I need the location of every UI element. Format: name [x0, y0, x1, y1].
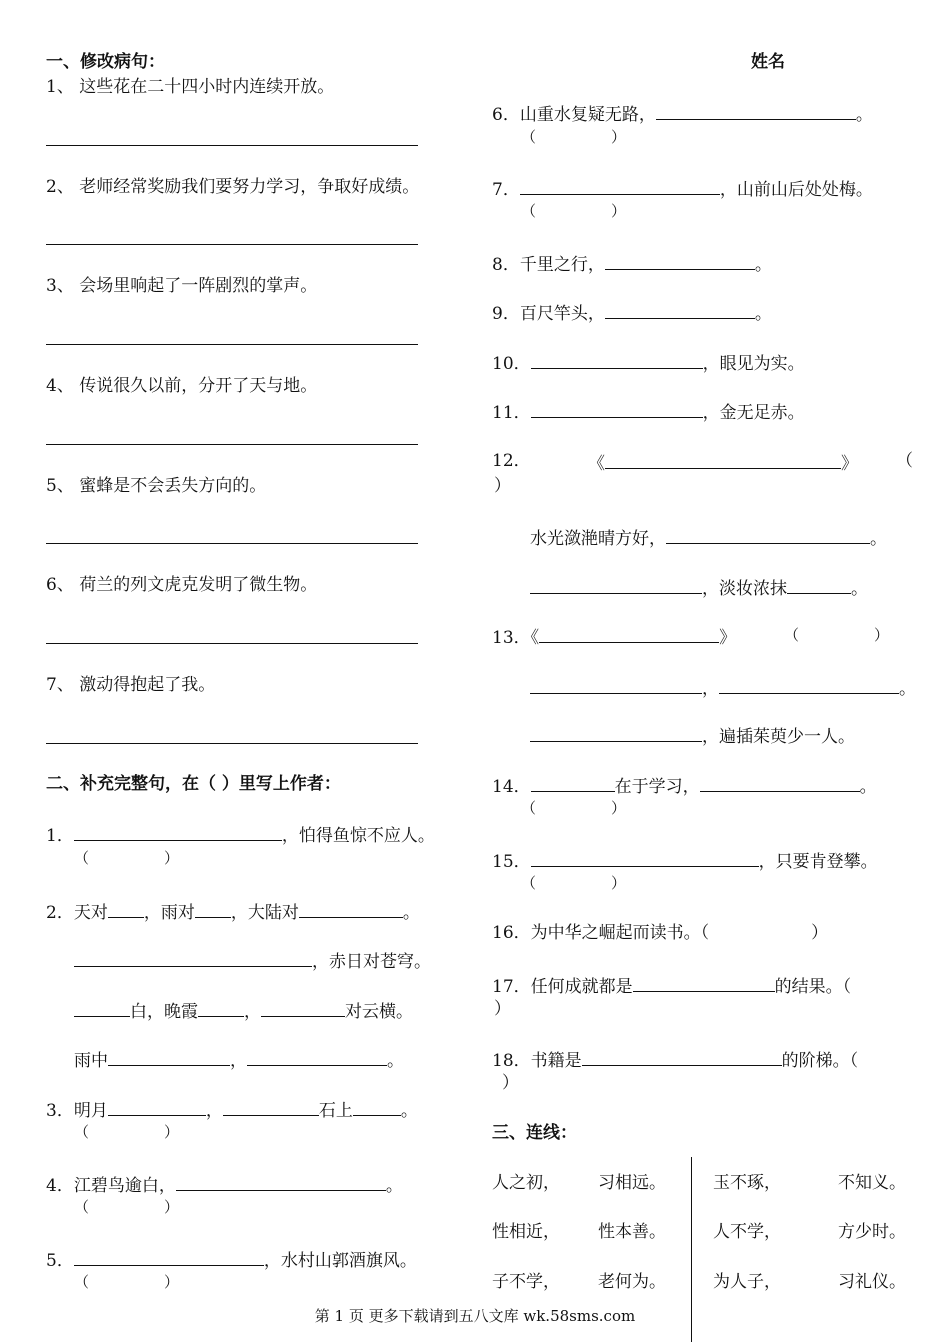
blank[interactable]	[531, 350, 703, 369]
q12-paren-open: （	[896, 451, 913, 471]
blank[interactable]	[719, 675, 899, 694]
q5: 5． ，水村山郭酒旗风。	[46, 1247, 417, 1272]
blank[interactable]	[195, 899, 231, 918]
match-right-b[interactable]: 不知义。	[838, 1173, 906, 1193]
blank[interactable]	[582, 1047, 782, 1066]
match-left-a[interactable]: 子不学，	[492, 1272, 560, 1292]
blank[interactable]	[605, 300, 755, 319]
q17-paren-close: ）	[494, 999, 511, 1019]
q12-line1: 水光潋滟晴方好， 。	[530, 525, 887, 550]
blank[interactable]	[176, 1172, 386, 1191]
blank[interactable]	[700, 773, 860, 792]
q12-num: 12．	[492, 451, 531, 471]
q4: 4．江碧鸟逾白， 。	[46, 1172, 403, 1197]
q6: 6．山重水复疑无路， 。	[492, 101, 873, 126]
blank[interactable]	[605, 450, 841, 469]
author-paren[interactable]: （ ）	[74, 849, 180, 867]
q15: 15． ，只要肯登攀。	[492, 848, 878, 873]
author-paren[interactable]: （ ）	[521, 799, 627, 817]
author-paren[interactable]: （ ）	[521, 874, 627, 892]
section2-title: 二、补充完整句，在（ ）里写上作者：	[46, 774, 341, 794]
blank[interactable]	[74, 822, 282, 841]
blank[interactable]	[530, 675, 702, 694]
match-right-a[interactable]: 人不学，	[713, 1222, 781, 1242]
blank[interactable]	[261, 998, 345, 1017]
q12-title: 《 》	[588, 450, 858, 475]
blank[interactable]	[787, 575, 851, 594]
section1-item: 6、 荷兰的列文虎克发明了微生物。	[46, 575, 318, 595]
blank[interactable]	[531, 848, 759, 867]
match-left-a[interactable]: 人之初，	[492, 1173, 560, 1193]
match-right-b[interactable]: 习礼仪。	[838, 1272, 906, 1292]
author-paren[interactable]: （ ）	[784, 626, 890, 644]
q2-line3: 白，晚霞 ， 对云横。	[74, 998, 413, 1023]
q10: 10． ，眼见为实。	[492, 350, 805, 375]
section1-item: 4、 传说很久以前，分开了天与地。	[46, 376, 318, 396]
q14: 14． 在于学习， 。	[492, 773, 877, 798]
blank[interactable]	[633, 973, 775, 992]
blank[interactable]	[531, 399, 703, 418]
section1-item: 1、 这些花在二十四小时内连续开放。	[46, 77, 335, 97]
blank[interactable]	[520, 176, 720, 195]
answer-line[interactable]	[46, 743, 418, 744]
author-paren[interactable]: （ ）	[74, 1198, 180, 1216]
blank[interactable]	[530, 723, 702, 742]
author-paren[interactable]: （ ）	[74, 1123, 180, 1141]
q13-line1: ， 。	[530, 675, 916, 700]
blank[interactable]	[530, 575, 702, 594]
answer-line[interactable]	[46, 145, 418, 146]
match-right-a[interactable]: 为人子，	[713, 1272, 781, 1292]
answer-line[interactable]	[46, 543, 418, 544]
blank[interactable]	[198, 998, 244, 1017]
match-right-a[interactable]: 玉不琢，	[713, 1173, 781, 1193]
author-paren[interactable]: （ ）	[74, 1273, 180, 1291]
q1: 1． ，怕得鱼惊不应人。	[46, 822, 435, 847]
answer-line[interactable]	[46, 344, 418, 345]
blank[interactable]	[299, 899, 403, 918]
q2-line1: 2．天对 ，雨对 ，大陆对 。	[46, 899, 420, 924]
q13: 13．《 》	[492, 624, 736, 649]
q18: 18．书籍是 的阶梯。（	[492, 1047, 858, 1072]
q3: 3．明月 ， 石上 。	[46, 1097, 418, 1122]
blank[interactable]	[74, 998, 130, 1017]
q13-line2: ，遍插茱萸少一人。	[530, 723, 855, 748]
name-label: 姓名	[751, 52, 785, 72]
blank[interactable]	[531, 773, 615, 792]
q16: 16．为中华之崛起而读书。（ ）	[492, 923, 829, 943]
blank[interactable]	[74, 948, 312, 967]
q12-line2: ，淡妆浓抹 。	[530, 575, 868, 600]
q8: 8．千里之行， 。	[492, 251, 772, 276]
q9: 9．百尺竿头， 。	[492, 300, 772, 325]
blank[interactable]	[605, 251, 755, 270]
author-paren[interactable]: （ ）	[521, 202, 627, 220]
answer-line[interactable]	[46, 244, 418, 245]
section1-item: 2、 老师经常奖励我们要努力学习，争取好成绩。	[46, 177, 420, 197]
blank[interactable]	[539, 624, 719, 643]
answer-line[interactable]	[46, 444, 418, 445]
author-paren[interactable]: （ ）	[521, 128, 627, 146]
q2-line2: ，赤日对苍穹。	[74, 948, 431, 973]
blank[interactable]	[666, 525, 870, 544]
blank[interactable]	[74, 1247, 264, 1266]
section1-title: 一、修改病句：	[46, 52, 165, 72]
match-left-b[interactable]: 老何为。	[598, 1272, 666, 1292]
section3-title: 三、连线：	[492, 1123, 577, 1143]
blank[interactable]	[353, 1097, 401, 1116]
q18-paren-close: ）	[502, 1073, 519, 1093]
match-left-b[interactable]: 习相远。	[598, 1173, 666, 1193]
page-footer: 第 1 页 更多下载请到五八文库 wk.58sms.com	[314, 1307, 636, 1325]
answer-line[interactable]	[46, 643, 418, 644]
q17: 17．任何成就都是 的结果。（	[492, 973, 851, 998]
blank[interactable]	[223, 1097, 319, 1116]
match-left-b[interactable]: 性本善。	[598, 1222, 666, 1242]
blank[interactable]	[108, 1047, 230, 1066]
blank[interactable]	[108, 1097, 206, 1116]
q7: 7． ，山前山后处处梅。	[492, 176, 873, 201]
section1-item: 5、 蜜蜂是不会丢失方向的。	[46, 476, 267, 496]
section1-item: 3、 会场里响起了一阵剧烈的掌声。	[46, 276, 318, 296]
q2-line4: 雨中 ， 。	[74, 1047, 404, 1072]
blank[interactable]	[656, 101, 856, 120]
q12-paren-close: ）	[494, 476, 511, 496]
section1-item: 7、 激动得抱起了我。	[46, 675, 216, 695]
match-right-b[interactable]: 方少时。	[838, 1222, 906, 1242]
match-left-a[interactable]: 性相近，	[492, 1222, 560, 1242]
blank[interactable]	[247, 1047, 387, 1066]
blank[interactable]	[108, 899, 144, 918]
q11: 11． ，金无足赤。	[492, 399, 805, 424]
